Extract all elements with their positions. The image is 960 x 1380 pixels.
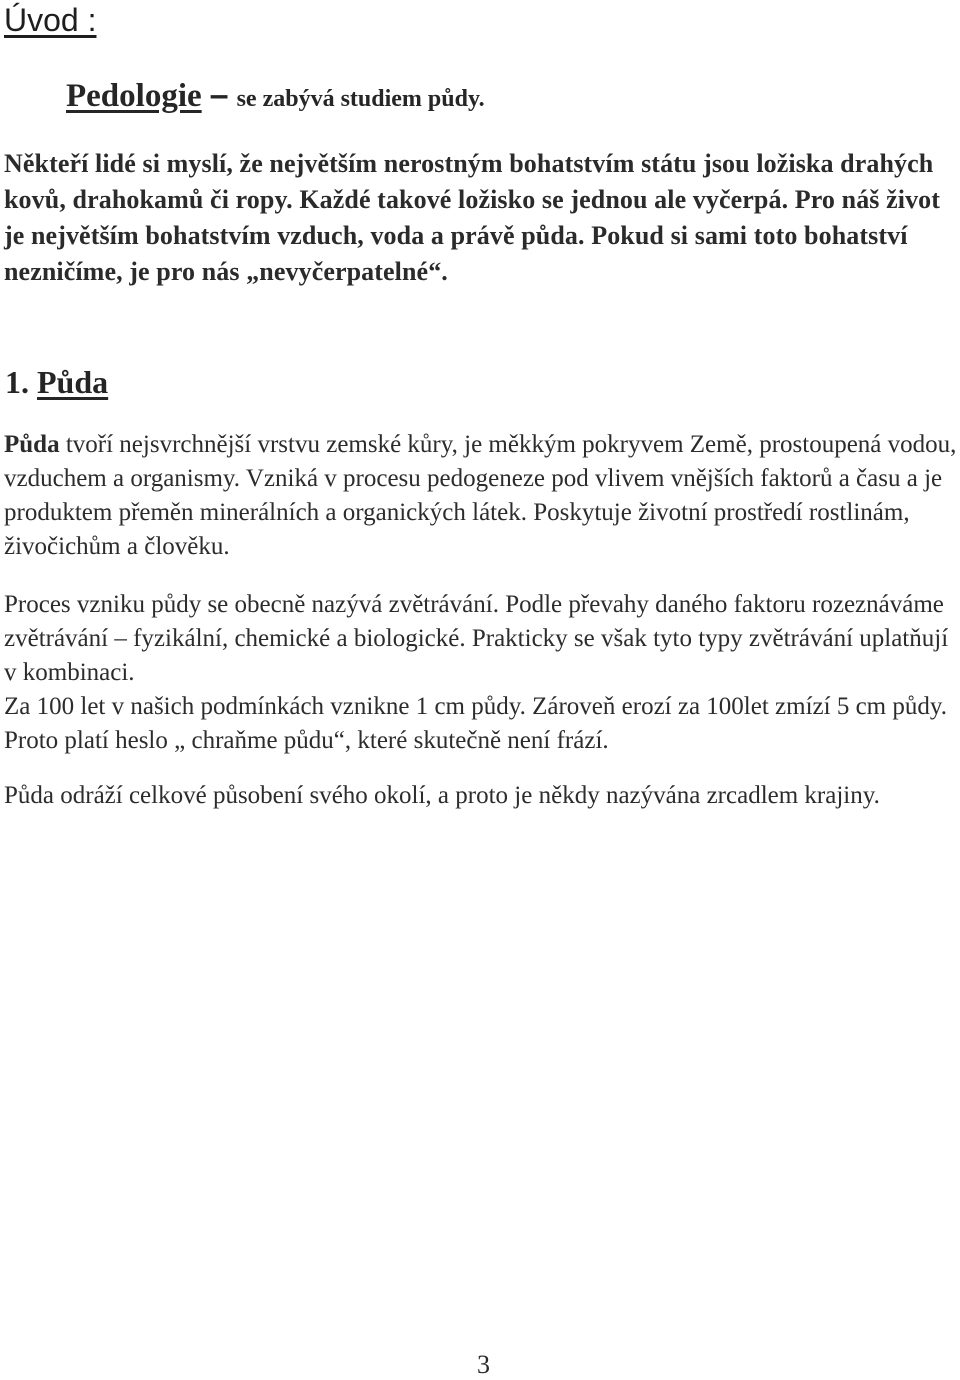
subject-term: Pedologie	[66, 78, 202, 114]
definition-paragraph	[4, 428, 958, 564]
definition-text: tvoří nejsvrchnější vrstvu zemské kůry, je měkkým pokryvem Země, prostoupená vodou, vzduchem a organismy. Vzniká v procesu pedogeneze pod vlivem vnějších faktorů a času a je produktem přeměn minerálních a organických látek. Poskytuje životní prostředí rostlinám, živočichům a člověku.	[4, 431, 957, 560]
section-heading	[5, 364, 108, 401]
definition-lead-term: Půda	[4, 431, 60, 458]
subject-dash: –	[209, 76, 229, 114]
mirror-paragraph: Půda odráží celkové působení svého okolí, a proto je někdy nazývána zrcadlem krajiny.	[4, 782, 880, 809]
page-number: 3	[477, 1350, 490, 1379]
erosion-paragraph: Za 100 let v našich podmínkách vznikne 1 cm půdy. Zároveň erozí za 100let zmízí 5 cm půdy. Proto platí heslo „ chraňme půdu“, které skutečně není frází.	[4, 693, 947, 754]
section-number: 1.	[5, 364, 29, 400]
intro-paragraph: Někteří lidé si myslí, že největším nerostným bohatstvím státu jsou ložiska drahých kovů, drahokamů či ropy. Každé takové ložisko se jednou ale vyčerpá. Pro náš život je největším bohatstvím vzduch, voda a právě půda. Pokud si sami toto bohatství nezničíme, je pro nás „nevyčerpatelné“.	[4, 149, 941, 286]
mirror-block	[4, 779, 958, 813]
intro-heading: Úvod :	[4, 2, 97, 38]
subject-description: se zabývá studiem půdy.	[236, 86, 485, 112]
section-title: Půda	[37, 364, 109, 400]
weathering-paragraph: Proces vzniku půdy se obecně nazývá zvětrávání. Podle převahy daného faktoru rozeznáváme zvětrávání – fyzikální, chemické a biologické. Prakticky se však tyto typy zvětrávání uplatňují v kombinaci.	[4, 591, 949, 686]
definition-block	[4, 428, 958, 564]
subject-line	[66, 76, 485, 115]
weathering-block	[4, 588, 958, 758]
